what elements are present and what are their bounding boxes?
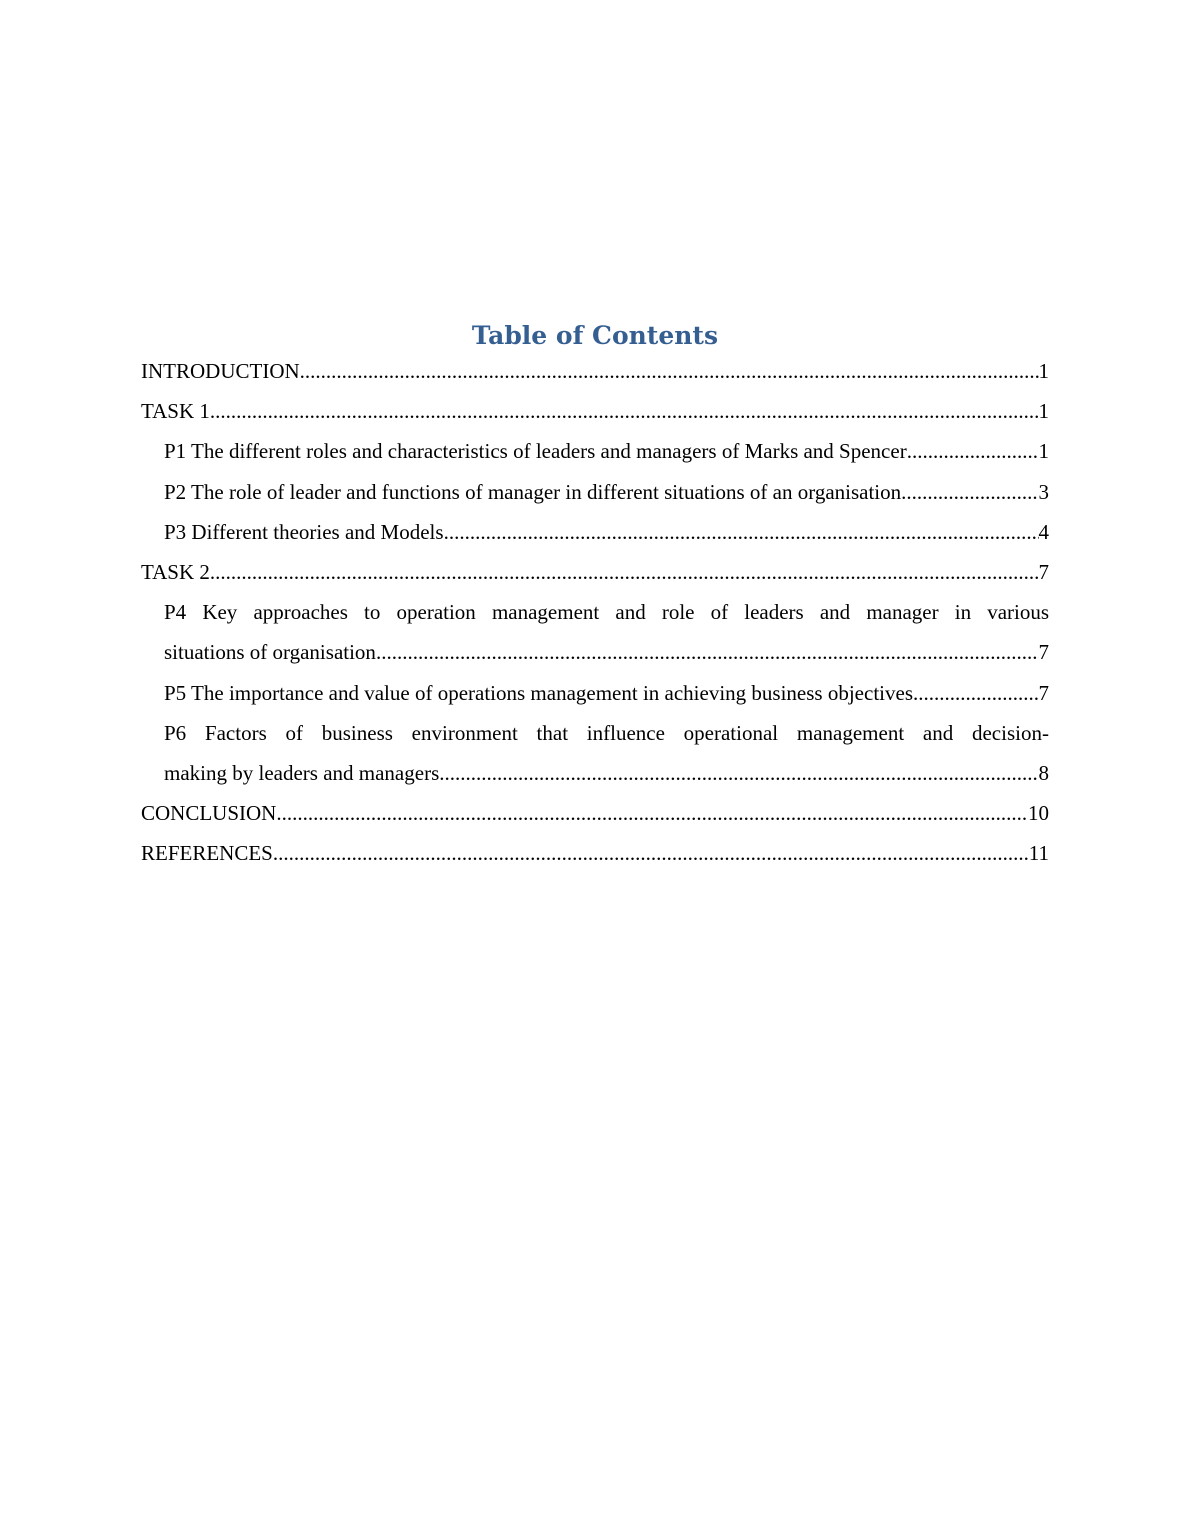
dot-leader (439, 753, 1038, 793)
toc-page-number: 4 (1038, 519, 1049, 544)
dot-leader (210, 552, 1039, 592)
toc-entry-p5[interactable] (141, 673, 1049, 713)
toc-entry-text: TASK 1 (141, 399, 210, 424)
dot-leader (907, 431, 1039, 471)
toc-entry-text-line2: making by leaders and managers (164, 760, 440, 785)
toc-page-number: 1 (1038, 359, 1049, 383)
toc-entry-text: INTRODUCTION (141, 359, 300, 383)
toc-entry-text-line2: situations of organisation (164, 640, 376, 665)
toc-entry-references[interactable] (141, 833, 1049, 873)
toc-page-number: 11 (1028, 841, 1049, 866)
table-of-contents (141, 351, 1049, 873)
dot-leader (300, 351, 1039, 391)
toc-entry-introduction[interactable] (141, 351, 1049, 391)
toc-entry-task-2[interactable] (141, 552, 1049, 592)
dot-leader (210, 391, 1039, 431)
toc-page-number: 7 (1038, 640, 1049, 665)
toc-entry-text-line1: P6 Factors of business environment that influence operational management and decision- (164, 720, 1049, 745)
toc-entry-p2[interactable] (141, 472, 1049, 512)
toc-entry-text: CONCLUSION (141, 801, 277, 826)
toc-entry-conclusion[interactable] (141, 793, 1049, 833)
dot-leader (273, 833, 1029, 873)
toc-entry-p6[interactable] (141, 713, 1049, 793)
toc-page-number: 7 (1038, 559, 1049, 584)
dot-leader (901, 472, 1038, 512)
toc-page-number: 3 (1038, 479, 1049, 504)
toc-entry-text-line1: P4 Key approaches to operation management and role of leaders and manager in various (164, 600, 1049, 625)
dot-leader (444, 512, 1039, 552)
toc-entry-text: TASK 2 (141, 559, 210, 584)
toc-entry-text: P5 The importance and value of operations management in achieving business objectives (164, 680, 913, 705)
toc-title: Table of Contents (471, 321, 719, 350)
toc-entry-p1[interactable] (141, 431, 1049, 471)
dot-leader (913, 673, 1039, 713)
toc-entry-text: P3 Different theories and Models (164, 519, 444, 544)
toc-entry-text: P2 The role of leader and functions of manager in different situations of an organisation (164, 479, 902, 504)
dot-leader (376, 632, 1039, 672)
toc-entry-text: P1 The different roles and characteristics of leaders and managers of Marks and Spencer (164, 439, 907, 464)
toc-page-number: 10 (1028, 801, 1049, 826)
toc-entry-text: REFERENCES (141, 841, 273, 866)
toc-page-number: 7 (1038, 680, 1049, 705)
toc-entry-task-1[interactable] (141, 391, 1049, 431)
toc-page-number: 1 (1038, 439, 1049, 464)
dot-leader (276, 793, 1028, 833)
toc-entry-p3[interactable] (141, 512, 1049, 552)
toc-entry-p4[interactable] (141, 592, 1049, 672)
toc-page-number: 1 (1038, 399, 1049, 424)
toc-page-number: 8 (1038, 760, 1049, 785)
